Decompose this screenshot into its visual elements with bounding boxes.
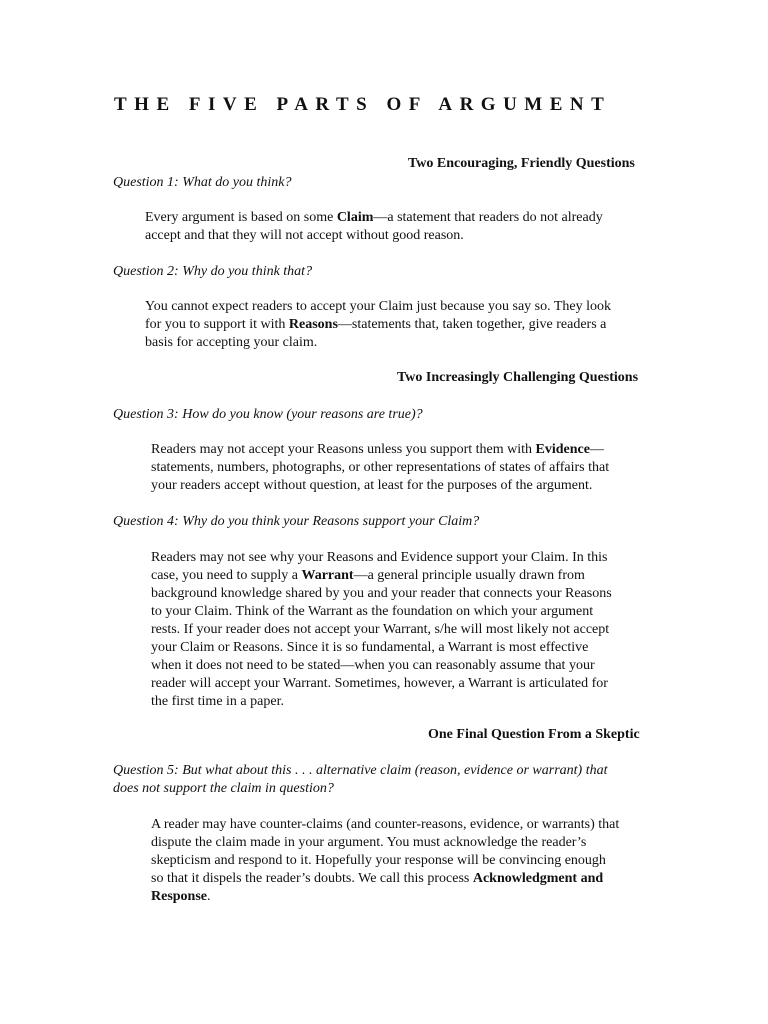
term-reasons: Reasons [288, 317, 338, 332]
answer-5-line: so that it dispels the reader’s doubts. We call this process Acknowledgment and [151, 871, 604, 886]
answer-4-line: background knowledge shared by you and your reader that connects your Reasons [151, 586, 612, 601]
answer-4-line: your Claim or Reasons. Since it is so fundamental, a Warrant is most effective [151, 640, 589, 655]
answer-3-line: statements, numbers, photographs, or other representations of states of affairs that [151, 460, 610, 475]
answer-1 [145, 209, 685, 245]
answer-1-line: Every argument is based on some Claim—a statement that readers do not already [145, 210, 603, 225]
answer-4-line: case, you need to supply a Warrant—a general principle usually drawn from [151, 568, 585, 583]
answer-4-line: when it does not need to be stated—when you can reasonably assume that your [151, 658, 595, 673]
answer-3 [151, 441, 711, 495]
answer-4 [151, 549, 711, 711]
answer-5-line: skepticism and respond to it. Hopefully your response will be convincing enough [151, 853, 606, 868]
answer-4-line: reader will accept your Warrant. Sometimes, however, a Warrant is articulated for [151, 676, 608, 691]
section-heading-skeptic: One Final Question From a Skeptic [428, 727, 640, 742]
question-5-line: does not support the claim in question? [113, 781, 334, 796]
term-response: Response [151, 889, 208, 904]
answer-5-line: Response. [151, 889, 211, 904]
question-4: Question 4: Why do you think your Reasons support your Claim? [113, 514, 480, 529]
answer-5-line: dispute the claim made in your argument. You must acknowledge the reader’s [151, 835, 587, 850]
question-1: Question 1: What do you think? [113, 175, 292, 190]
answer-2-line: You cannot expect readers to accept your Claim just because you say so. They look [145, 299, 612, 314]
answer-3-line: your readers accept without question, at least for the purposes of the argument. [151, 478, 593, 493]
term-warrant: Warrant [301, 568, 354, 583]
answer-4-line: to your Claim. Think of the Warrant as the foundation on which your argument [151, 604, 594, 619]
question-2: Question 2: Why do you think that? [113, 264, 313, 279]
answer-4-line: rests. If your reader does not accept your Warrant, s/he will most likely not accept [151, 622, 610, 637]
answer-1-line: accept and that they will not accept without good reason. [145, 228, 464, 243]
answer-2-line: basis for accepting your claim. [145, 335, 318, 350]
answer-3-line: Readers may not accept your Reasons unless you support them with Evidence— [151, 442, 604, 457]
term-evidence: Evidence [535, 442, 590, 457]
term-claim: Claim [336, 210, 374, 225]
page-title: THE FIVE PARTS OF ARGUMENT [114, 94, 612, 115]
answer-4-line: Readers may not see why your Reasons and Evidence support your Claim. In this [151, 550, 608, 565]
answer-2 [145, 298, 705, 352]
section-heading-friendly: Two Encouraging, Friendly Questions [408, 156, 635, 171]
answer-4-line: the first time in a paper. [151, 694, 284, 709]
answer-5-line: A reader may have counter-claims (and counter-reasons, evidence, or warrants) that [151, 817, 620, 832]
term-acknowledgment: Acknowledgment and [472, 871, 604, 886]
question-5 [113, 762, 693, 798]
answer-5 [151, 816, 711, 906]
question-3: Question 3: How do you know (your reasons are true)? [113, 407, 423, 422]
section-heading-challenging: Two Increasingly Challenging Questions [397, 370, 639, 385]
answer-2-line: for you to support it with Reasons—statements that, taken together, give readers a [145, 317, 607, 332]
question-5-line: Question 5: But what about this . . . alternative claim (reason, evidence or warrant) that [113, 763, 608, 778]
